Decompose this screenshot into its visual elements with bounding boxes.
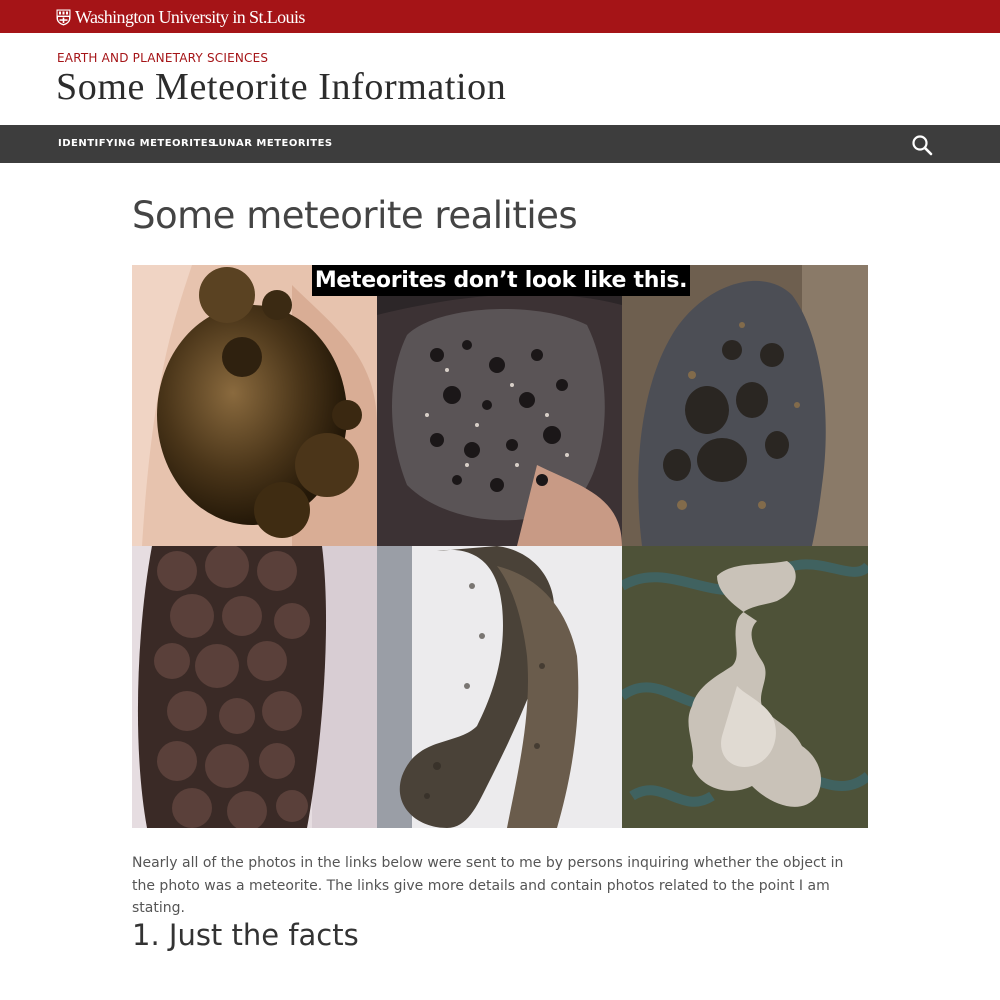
silver-metal-blob-photo	[622, 546, 868, 828]
pitted-rock-photo	[622, 265, 868, 546]
top-bar	[0, 0, 1000, 33]
site-title[interactable]: Some Meteorite Information	[56, 66, 507, 108]
university-logo[interactable]	[56, 6, 305, 28]
nav-item-identifying-meteorites[interactable]: IDENTIFYING METEORITES	[58, 138, 216, 149]
page-heading: Some meteorite realities	[132, 194, 578, 237]
search-icon[interactable]	[911, 134, 933, 156]
department-label[interactable]: EARTH AND PLANETARY SCIENCES	[57, 51, 269, 65]
nav-item-lunar-meteorites[interactable]: LUNAR METEORITES	[212, 138, 333, 149]
shield-icon	[56, 9, 71, 26]
knobby-rock-in-hand-photo	[132, 265, 377, 546]
section-heading: 1. Just the facts	[132, 918, 359, 952]
botryoidal-rock-cluster-photo	[132, 546, 377, 828]
university-name: Washington University in St.Louis	[75, 6, 305, 27]
figure-caption: Meteorites don’t look like this.	[312, 265, 690, 296]
meteorite-wrongs-figure	[132, 265, 868, 828]
nav-bar	[0, 125, 1000, 163]
elongated-porous-rock-photo	[377, 546, 622, 828]
vesicular-dark-rock-photo	[377, 265, 622, 546]
intro-paragraph: Nearly all of the photos in the links below were sent to me by persons inquiring whether the object in the photo was a meteorite. The links give more details and contain photos related to the point I am stating.	[132, 855, 844, 916]
